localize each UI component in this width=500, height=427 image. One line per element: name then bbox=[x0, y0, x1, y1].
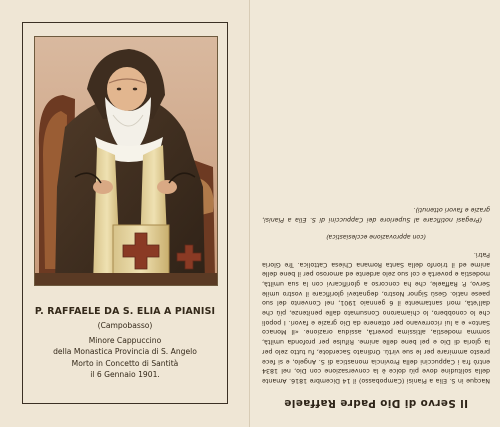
ecclesiastical-approval: (con approvazione ecclesiastica) bbox=[326, 233, 426, 241]
notification-request: (Pregasi notificare al Superiore dei Cappuccini di S. Elia a Pianisi, grazie e favori ottenuti). bbox=[262, 206, 490, 224]
portrait-illustration bbox=[35, 37, 217, 285]
caption-line-3: Morto in Concetto di Santità bbox=[71, 358, 179, 368]
caption-line-4: il 6 Gennaio 1901. bbox=[90, 369, 160, 379]
upside-down-text-block bbox=[250, 0, 500, 427]
biography-and-prayer: Nacque in S. Elia a Pianisi (Campobasso) il 14 Dicembre 1816. Amante della solitudine dove più dolce è la conversazione con Dio, nel 1834 entrò fra i Cappuccini della Provincia monastica di S. Angelo, e si fece presto ammirare per le sue virtù. Ordinato Sacerdote, fu tutto zelo per la gloria di Dio e pel bene delle anime. Rifulse per profonda umiltà, somma modestia, altissima povertà, assidua orazione. «Il Monaco Santo» e a lui ricorrevano per ottenere da Dio grazie e favori. I popoli che lo conobbero, lo chiamarono Consumato dalle penitenze, più che dall'età, morì santamente il 6 gennaio 1901, nel Convento del suo paese natio. Gesù Signor Nostro, degnatevi glorificare il vostro umile Servo, P. Raffaele, che ha concorso a glorificarvi con la sua umiltà, modestia e povertà e col suo zelo ardente ed amoroso per il bene delle anime ed il trionfo della Santa Romana Chiesa Cattolica. Tre Gloria Patri. bbox=[262, 250, 490, 384]
caption bbox=[24, 292, 226, 380]
saint-name: P. RAFFAELE DA S. ELIA A PIANISI bbox=[34, 306, 216, 317]
holy-card-back bbox=[250, 0, 500, 427]
portrait-image bbox=[34, 36, 218, 286]
caption-line-1: Minore Cappuccino bbox=[88, 336, 162, 346]
birthplace: (Campobasso) bbox=[97, 321, 153, 330]
back-title: Il Servo di Dio Padre Raffaele bbox=[283, 397, 469, 409]
caption-line-2: della Monastica Provincia di S. Angelo bbox=[53, 347, 197, 357]
